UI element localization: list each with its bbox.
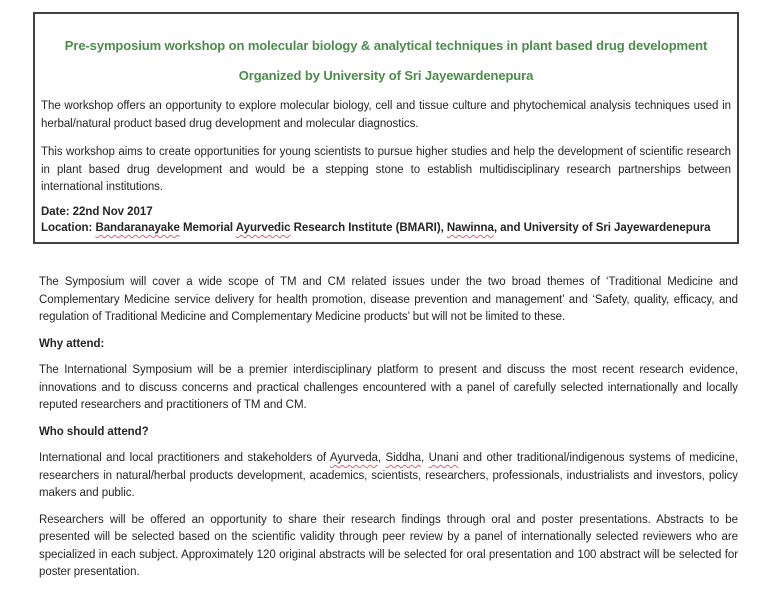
text-segment: and other traditional/indigenous systems of medicine, researchers in natural/herbal products development, academics, scientists, researchers, professionals, industrialists and investors, policy makers and public. [39,452,738,499]
text-segment: , [377,452,386,464]
workshop-notice-box [33,12,739,244]
text-segment: , and University of Sri Jayewardenepura [493,222,711,234]
location-line [41,220,731,237]
symposium-body [39,274,738,591]
text-segment: , [421,452,429,464]
misspelled-word: Ayurvedic [235,222,291,234]
misspelled-word: Bandaranayake [95,222,180,234]
workshop-title: Pre-symposium workshop on molecular biology & analytical techniques in plant based drug development [64,38,708,53]
why-attend-heading: Why attend: [39,337,105,350]
misspelled-word: Nawinna [446,222,494,234]
workshop-description-paragraph: The workshop offers an opportunity to explore molecular biology, cell and tissue culture and phytochemical analysis techniques used in herbal/natural product based drug development and molecular diagnostics. [41,100,731,130]
text-segment: Location: [41,222,96,234]
date-line: Date: 22nd Nov 2017 [41,205,153,218]
workshop-aims-paragraph: This workshop aims to create opportunities for young scientists to pursue higher studies and help the development of scientific research in plant based drug development and would be a stepping stone to establish multidisciplinary research partnerships between international institutions. [41,146,731,193]
workshop-meta [41,204,731,237]
researchers-opportunity-paragraph: Researchers will be offered an opportunity to share their research findings through oral and poster presentations. Abstracts to be presented will be selected based on the scientific validity through peer review by a panel of internationally selected reviewers who are specialized in each subject. Approximately 120 original abstracts will be selected for oral presentation and 100 abstract will be selected for poster presentation. [39,513,738,578]
text-segment: Memorial [179,222,236,234]
symposium-scope-paragraph: The Symposium will cover a wide scope of TM and CM related issues under the two broad themes of ‘Traditional Medicine and Complementary Medicine service delivery for health promotion, disease prevention and management’ and ‘Safety, quality, efficacy, and regulation of Traditional Medicine and Complementary Medicine products’ but will not be limited to these. [39,276,738,323]
workshop-organizer: Organized by University of Sri Jayewardenepura [238,68,534,83]
misspelled-word: Ayurveda [329,452,378,464]
text-segment: International and local practitioners and stakeholders of [39,452,330,464]
why-attend-paragraph: The International Symposium will be a premier interdisciplinary platform to present and discuss the most recent research evidence, innovations and to discuss concerns and practical challenges encountered with a panel of carefully selected internationally and locally reputed researchers and practitioners of TM and CM. [39,364,738,411]
misspelled-word: Unani [428,452,459,464]
who-should-attend-heading: Who should attend? [39,425,149,438]
who-should-attend-paragraph [39,450,738,503]
text-segment: Research Institute (BMARI), [290,222,447,234]
misspelled-word: Siddha [385,452,422,464]
